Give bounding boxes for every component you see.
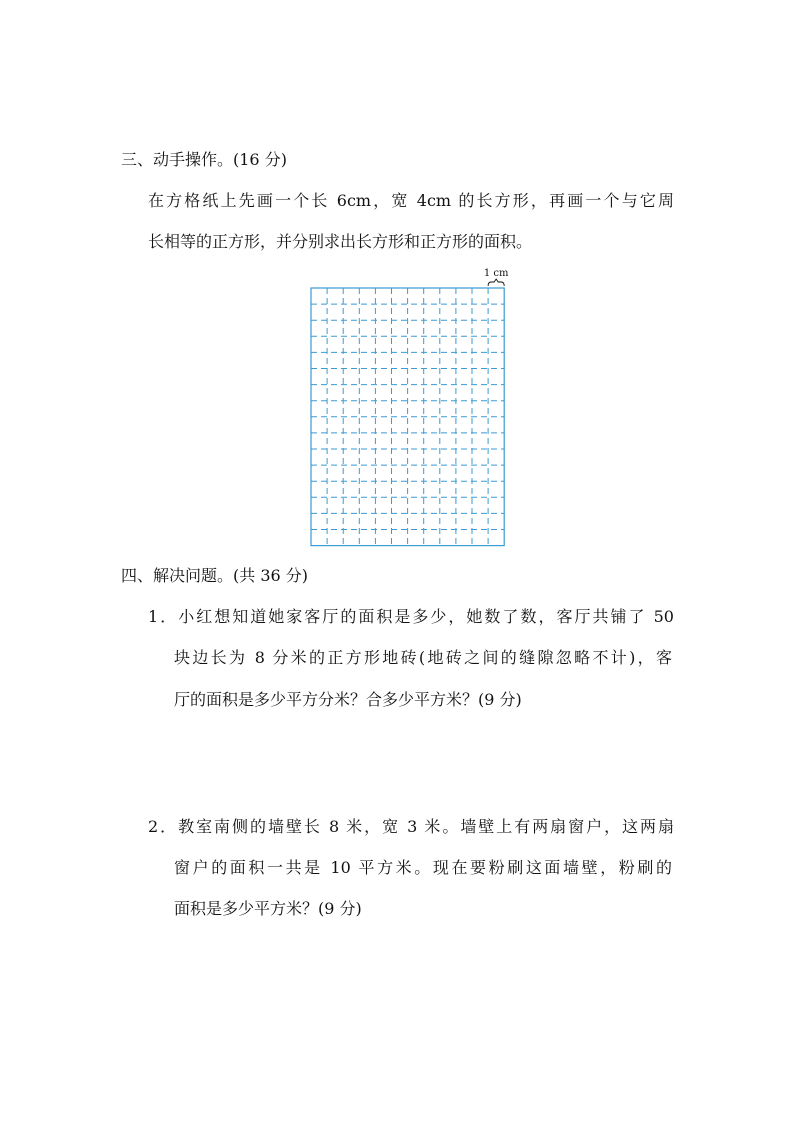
- section-3-instruction-line-2: 长相等的正方形，并分别求出长方形和正方形的面积。: [148, 232, 533, 251]
- scale-label: 1 cm: [483, 268, 509, 279]
- question-1-line-3: 厅的面积是多少平方分米？合多少平方米？(9 分): [174, 690, 522, 709]
- section-4-heading: 四、解决问题。(共 36 分): [121, 566, 309, 585]
- question-1-line-2: 块边长为 8 分米的正方形地砖(地砖之间的缝隙忽略不计)，客: [174, 648, 672, 667]
- section-3-instruction-line-1: 在方格纸上先画一个长 6cm，宽 4cm 的长方形，再画一个与它周: [148, 191, 674, 210]
- question-2-line-1: 2．教室南侧的墙壁长 8 米，宽 3 米。墙壁上有两扇窗户，这两扇: [148, 817, 674, 836]
- question-2-line-2: 窗户的面积一共是 10 平方米。现在要粉刷这面墙壁，粉刷的: [174, 858, 672, 877]
- scale-brace: [488, 279, 504, 286]
- question-2-line-3: 面积是多少平方米？(9 分): [174, 899, 362, 918]
- section-3-heading: 三、动手操作。(16 分): [121, 150, 287, 169]
- grid-paper: [305, 262, 515, 552]
- question-1-line-1: 1．小红想知道她家客厅的面积是多少，她数了数，客厅共铺了 50: [148, 607, 674, 626]
